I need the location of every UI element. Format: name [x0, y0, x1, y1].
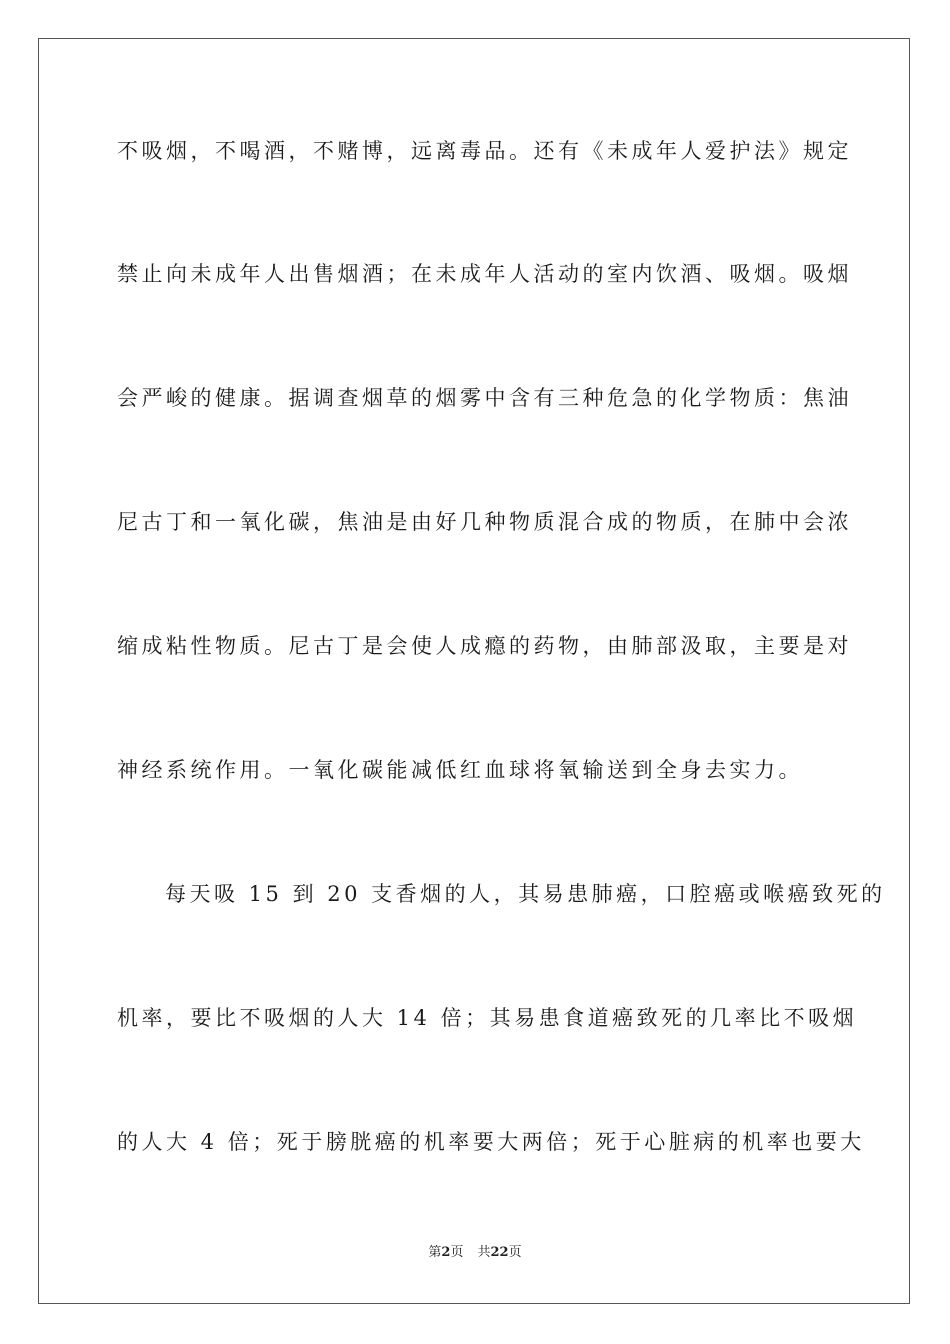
text-line-4: 尼古丁和一氧化碳，焦油是由好几种物质混合成的物质，在肺中会浓 — [117, 510, 852, 534]
footer-total-prefix: 共 — [477, 1245, 491, 1260]
footer-total-suffix: 页 — [508, 1245, 522, 1260]
text-line-6: 神经系统作用。一氧化碳能减低红血球将氧输送到全身去实力。 — [117, 758, 803, 782]
page-footer — [0, 1244, 950, 1262]
footer-total-pages: 22 — [490, 1245, 509, 1260]
text-line-5: 缩成粘性物质。尼古丁是会使人成瘾的药物，由肺部汲取，主要是对 — [117, 634, 852, 658]
footer-page-number: 2 — [441, 1245, 451, 1260]
text-line-1: 不吸烟，不喝酒，不赌博，远离毒品。还有《未成年人爱护法》规定 — [117, 139, 852, 163]
footer-page-prefix: 第 — [428, 1245, 442, 1260]
text-line-9: 的人大 4 倍；死于膀胱癌的机率要大两倍；死于心脏病的机率也要大 — [117, 1130, 865, 1154]
text-line-3: 会严峻的健康。据调查烟草的烟雾中含有三种危急的化学物质：焦油 — [117, 386, 852, 410]
footer-page-suffix: 页 — [450, 1245, 464, 1260]
page-frame — [38, 38, 910, 1304]
text-line-2: 禁止向未成年人出售烟酒；在未成年人活动的室内饮酒、吸烟。吸烟 — [117, 262, 852, 286]
text-line-7: 每天吸 15 到 20 支香烟的人，其易患肺癌，口腔癌或喉癌致死的 — [165, 882, 886, 906]
text-line-8: 机率，要比不吸烟的人大 14 倍；其易患食道癌致死的几率比不吸烟 — [117, 1006, 858, 1030]
